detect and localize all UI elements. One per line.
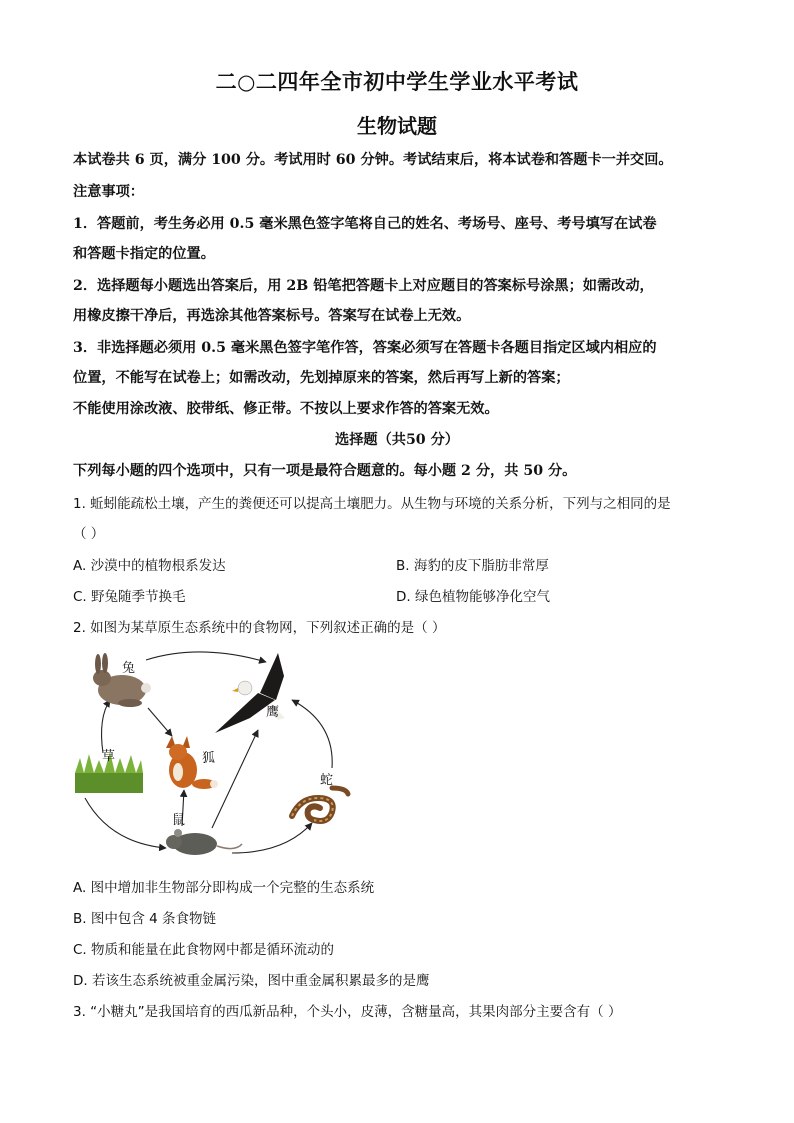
mouse-image bbox=[166, 829, 242, 855]
q2-option-c: C. 物质和能量在此食物网中都是循环流动的 bbox=[73, 942, 335, 958]
exam-title: 二○二四年全市初中学生学业水平考试 bbox=[215, 69, 579, 94]
q1-stem: 1. 蚯蚓能疏松土壤，产生的粪便还可以提高土壤肥力。从生物与环境的关系分析，下列与之相同的是 bbox=[73, 496, 671, 512]
notes-heading: 注意事项： bbox=[73, 184, 144, 200]
intro-text: 本试卷共 6 页，满分 100 分。考试用时 60 分钟。考试结束后，将本试卷和答题卡一并交回。 bbox=[73, 152, 673, 168]
q1-stem-blank: （ ） bbox=[73, 526, 105, 542]
label-rabbit: 兔 bbox=[122, 661, 136, 676]
note-line: 不能使用涂改液、胶带纸、修正带。不按以上要求作答的答案无效。 bbox=[73, 401, 499, 417]
section-title: 选择题（共50 分） bbox=[335, 432, 459, 448]
arrow-grass-to-rabbit bbox=[102, 700, 110, 753]
subject-title: 生物试题 bbox=[357, 114, 437, 138]
note-line: 2．选择题每小题选出答案后，用 2B 铅笔把答题卡上对应题目的答案标号涂黑；如需改动， bbox=[73, 278, 654, 294]
note-line: 和答题卡指定的位置。 bbox=[73, 246, 215, 262]
label-fox: 狐 bbox=[202, 751, 216, 766]
arrow-grass-to-mouse bbox=[85, 798, 166, 848]
arrow-snake-to-eagle bbox=[292, 700, 332, 768]
q1-option-c: C. 野兔随季节换毛 bbox=[73, 589, 186, 605]
q1-option-a: A. 沙漠中的植物根系发达 bbox=[73, 558, 226, 574]
q2-option-d: D. 若该生态系统被重金属污染，图中重金属积累最多的是鹰 bbox=[73, 973, 430, 989]
note-line: 用橡皮擦干净后，再选涂其他答案标号。答案写在试卷上无效。 bbox=[73, 308, 471, 324]
eagle-image bbox=[215, 653, 285, 733]
label-snake: 蛇 bbox=[320, 773, 334, 788]
label-eagle: 鹰 bbox=[266, 705, 280, 720]
q1-option-b: B. 海豹的皮下脂肪非常厚 bbox=[396, 558, 549, 574]
label-mouse: 鼠 bbox=[172, 813, 186, 828]
arrow-mouse-to-eagle bbox=[212, 730, 258, 828]
food-web-diagram bbox=[70, 648, 370, 863]
q2-option-a: A. 图中增加非生物部分即构成一个完整的生态系统 bbox=[73, 880, 375, 896]
q1-option-d: D. 绿色植物能够净化空气 bbox=[396, 589, 550, 605]
q2-stem: 2. 如图为某草原生态系统中的食物网，下列叙述正确的是（ ） bbox=[73, 620, 446, 636]
q2-option-b: B. 图中包含 4 条食物链 bbox=[73, 911, 217, 927]
note-line: 1．答题前，考生务必用 0.5 毫米黑色签字笔将自己的姓名、考场号、座号、考号填写在试卷 bbox=[73, 216, 657, 232]
arrow-mouse-to-snake bbox=[232, 823, 312, 853]
snake-image bbox=[292, 788, 348, 821]
label-grass: 草 bbox=[102, 749, 116, 764]
section-instruction: 下列每小题的四个选项中，只有一项是最符合题意的。每小题 2 分，共 50 分。 bbox=[73, 463, 577, 479]
q3-stem: 3. “小糖丸”是我国培育的西瓜新品种，个头小，皮薄，含糖量高，其果肉部分主要含有（ ） bbox=[73, 1004, 622, 1020]
note-line: 3．非选择题必须用 0.5 毫米黑色签字笔作答，答案必须写在答题卡各题目指定区域内相应的 bbox=[73, 340, 657, 356]
note-line: 位置，不能写在试卷上；如需改动，先划掉原来的答案，然后再写上新的答案； bbox=[73, 370, 570, 386]
arrow-rabbit-to-eagle bbox=[146, 652, 266, 662]
arrow-rabbit-to-fox bbox=[148, 708, 172, 736]
